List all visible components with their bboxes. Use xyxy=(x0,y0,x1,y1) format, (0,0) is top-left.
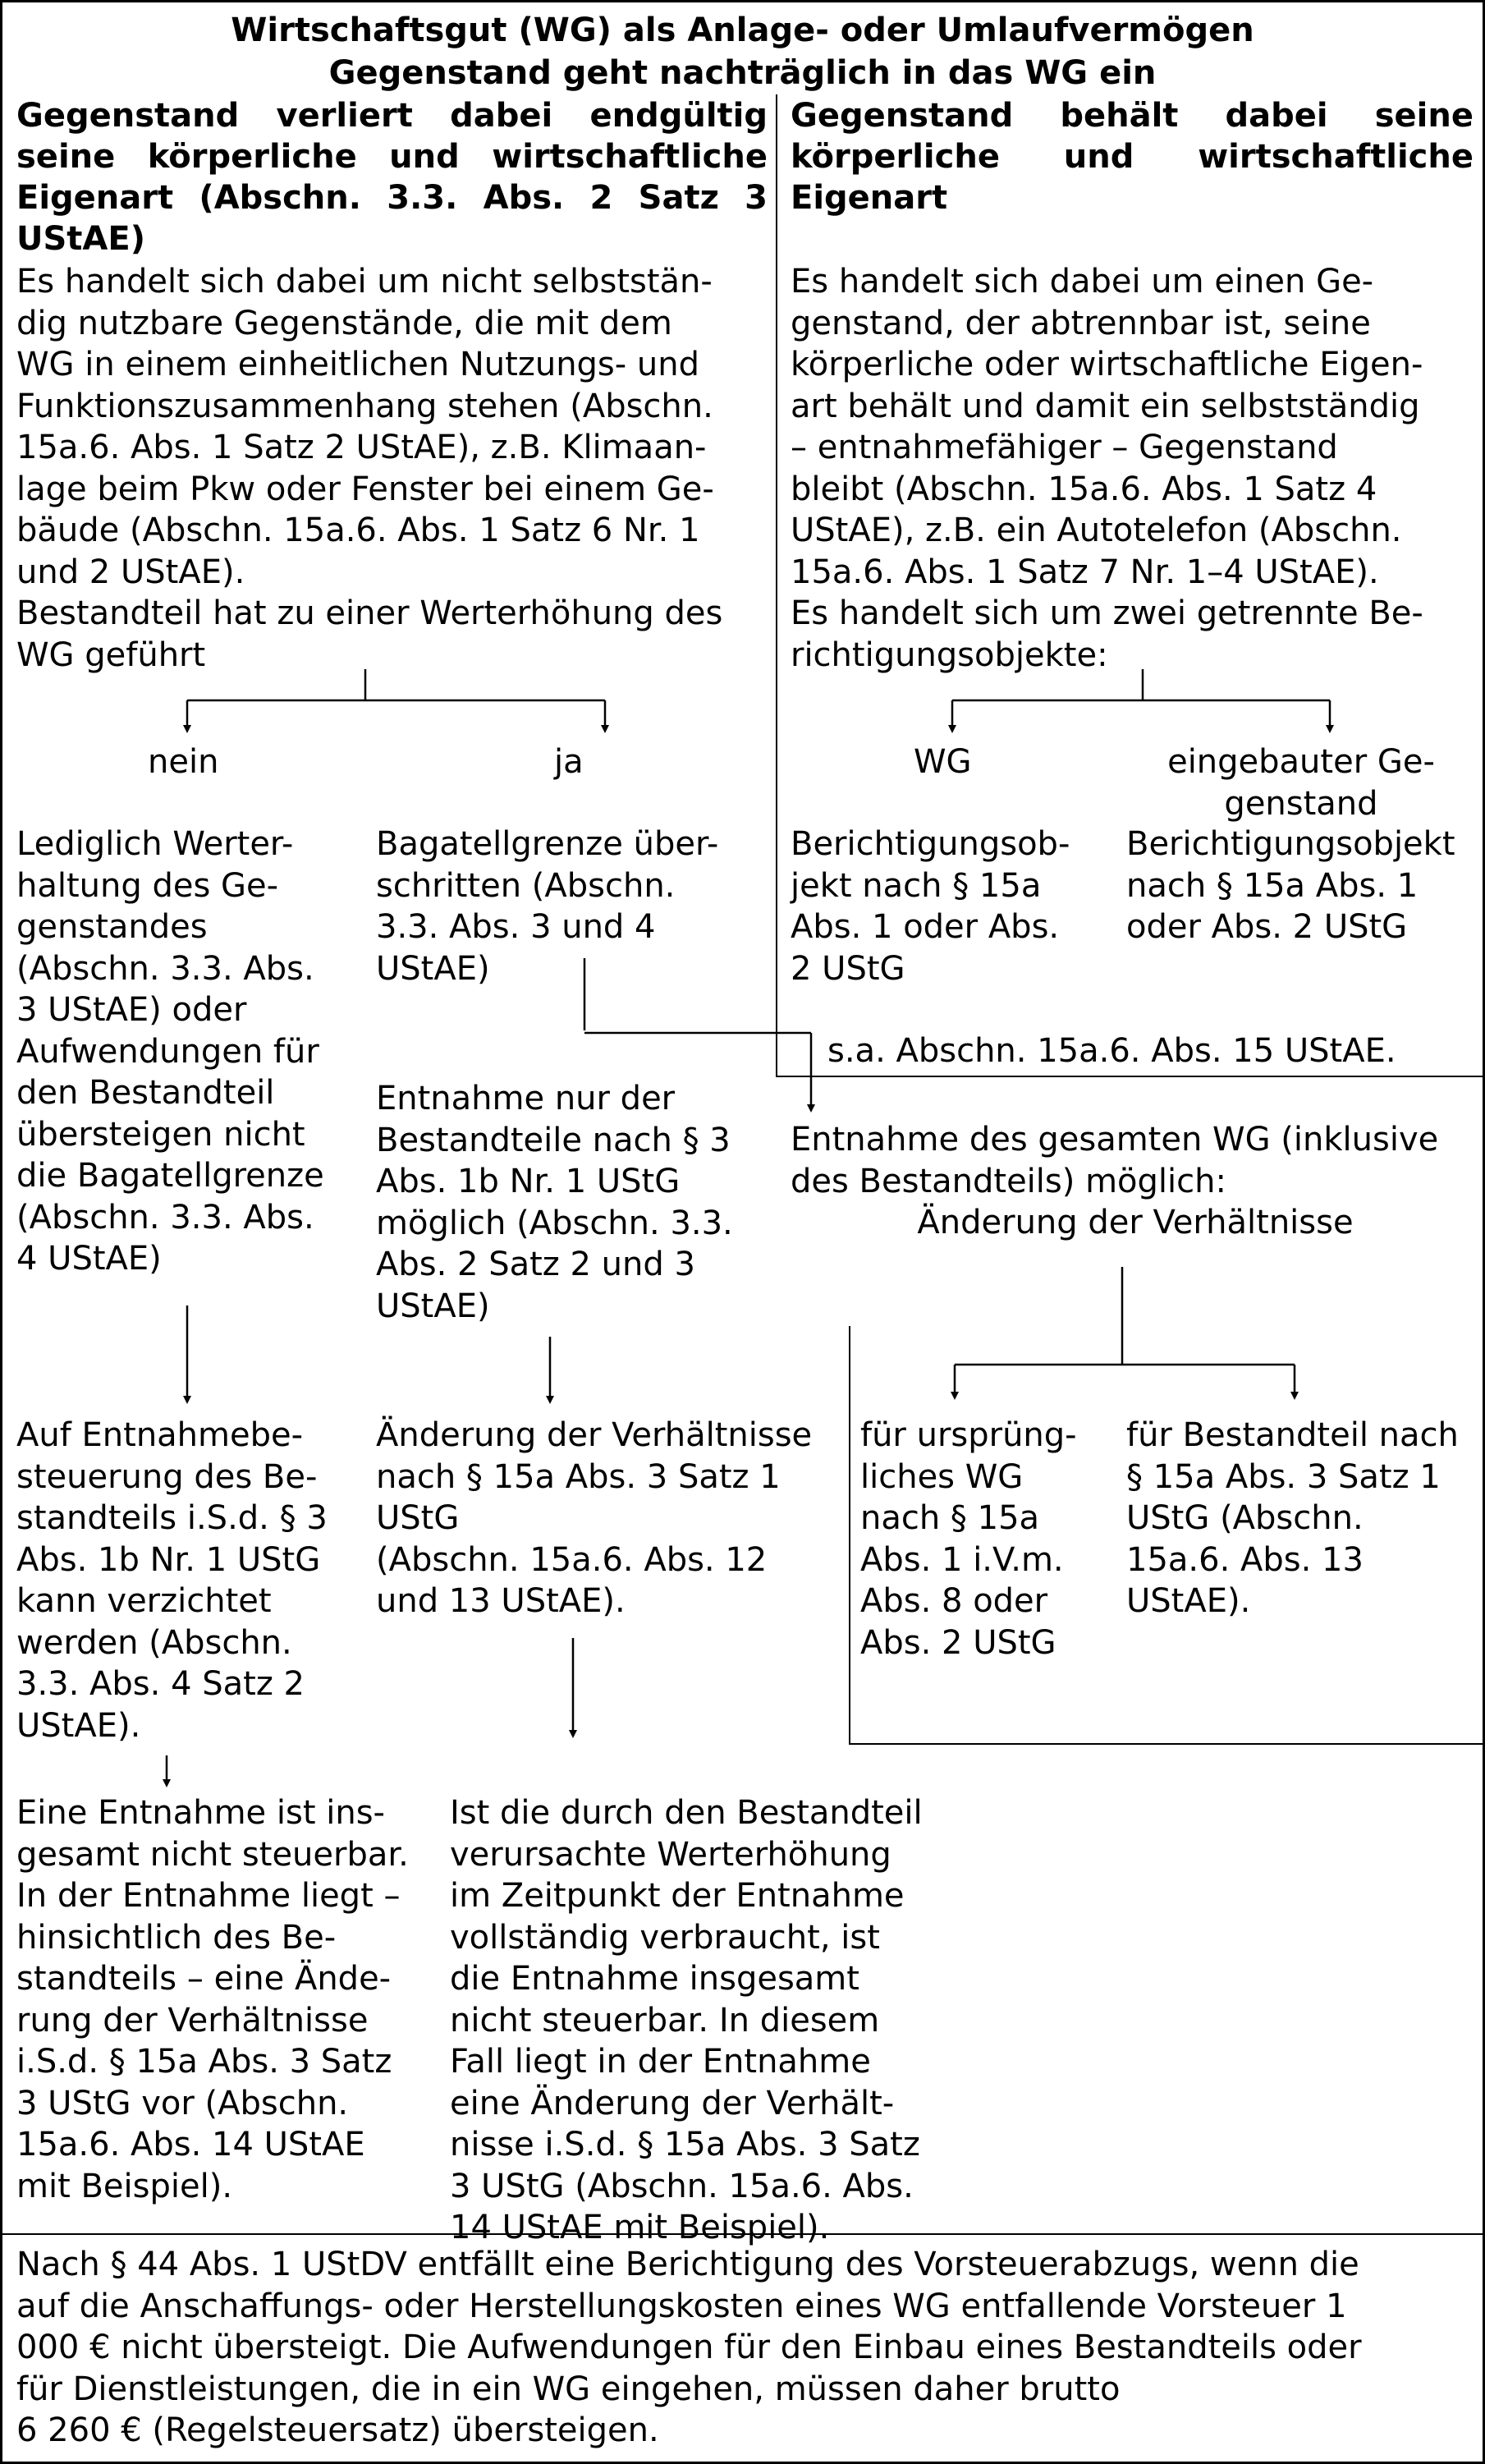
eingebaut-box-text: Berichtigungsobjekt nach § 15a Abs. 1 oder Abs. 2 UStG xyxy=(1126,825,1455,946)
aenderung-verhaeltnisse-text: Änderung der Verhältnisse nach § 15a Abs. 3 Satz 1 UStG (Abschn. 15a.6. Abs. 12 und 13 UStAE). xyxy=(376,1416,813,1620)
entnahme-bestandteile-text: Entnahme nur der Bestandteile nach § 3 Abs. 1b Nr. 1 UStG möglich (Abschn. 3.3. Abs. 2 Satz 2 und 3 UStAE) xyxy=(376,1080,733,1325)
gesamt-aenderung-label: Änderung der Verhältnisse xyxy=(917,1204,1354,1241)
werterhoehung-verbraucht-text: Ist die durch den Bestandteil verursachte Werterhöhung im Zeitpunkt der Entnahme vollständig verbraucht, ist die Entnahme insgesamt nicht steuerbar. In diesem Fall liegt in der Entnahme eine Änderung der Verhält- nisse i.S.d. § 15a Abs. 3 Satz 3 UStG (Abschn. 15a.6. Abs. 14 UStAE mit Beispiel). xyxy=(450,1794,923,2246)
right-heading-line2: körperliche und wirtschaftliche xyxy=(791,138,1474,176)
ja-box-text: Bagatellgrenze über- schritten (Abschn. 3.3. Abs. 3 und 4 UStAE) xyxy=(376,825,719,988)
left-heading-line1: Gegenstand verliert dabei endgültig xyxy=(16,97,768,135)
nicht-steuerbar-text: Eine Entnahme ist ins- gesamt nicht steuerbar. In der Entnahme liegt – hinsichtlich des Be- standteils – eine Ände- rung der Verhältnisse i.S.d. § 15a Abs. 3 Satz 3 UStG vor (Abschn. 15a.6. Abs. 14 UStAE mit Beispiel). xyxy=(16,1794,409,2205)
urspruengliches-wg-text: für ursprüng- liches WG nach § 15a Abs. 1 i.V.m. Abs. 8 oder Abs. 2 UStG xyxy=(860,1416,1077,1662)
gesamt-entnahme-text: Entnahme des gesamten WG (inklusive des Bestandteils) möglich: xyxy=(791,1121,1439,1200)
nein-box-text: Lediglich Werter- haltung des Ge- genstandes (Abschn. 3.3. Abs. 3 UStAE) oder Aufwendungen für den Bestandteil übersteigen nicht die Bagatellgrenze (Abschn. 3.3. Abs. 4 UStAE) xyxy=(16,825,324,1278)
right-heading-line3: Eigenart xyxy=(791,179,948,217)
left-heading-line4: UStAE) xyxy=(16,220,145,258)
bestandteil-text: für Bestandteil nach § 15a Abs. 3 Satz 1 UStG (Abschn. 15a.6. Abs. 13 UStAE). xyxy=(1126,1416,1459,1620)
left-heading-line3: Eigenart (Abschn. 3.3. Abs. 2 Satz 3 xyxy=(16,179,768,217)
branch-label-ja: ja xyxy=(554,743,584,781)
header-title: Wirtschaftsgut (WG) als Anlage- oder Umlaufvermögen xyxy=(231,11,1254,49)
branch-label-wg: WG xyxy=(914,743,972,781)
left-heading-line2: seine körperliche und wirtschaftliche xyxy=(16,138,768,176)
header-subtitle: Gegenstand geht nachträglich in das WG ein xyxy=(328,54,1157,92)
wg-box-text: Berichtigungsob- jekt nach § 15a Abs. 1 oder Abs. 2 UStG xyxy=(791,825,1070,988)
branch-label-eingebauter-gegenstand: eingebauter Ge- genstand xyxy=(1167,743,1435,823)
see-also-note: s.a. Abschn. 15a.6. Abs. 15 UStAE. xyxy=(827,1032,1396,1070)
footer-note: Nach § 44 Abs. 1 UStDV entfällt eine Berichtigung des Vorsteuerabzugs, wenn die auf die Anschaffungs- oder Herstellungskosten eines WG entfallende Vorsteuer 1 000 € nicht übersteigt. Die Aufwendungen für den Einbau eines Bestandteils oder für Dienstleistungen, die in ein WG eingehen, müssen daher brutto 6 260 € (Regelsteuersatz) übersteigen. xyxy=(16,2246,1362,2449)
branch-label-nein: nein xyxy=(148,743,219,781)
right-body: Es handelt sich dabei um einen Ge- genstand, der abtrennbar ist, seine körperliche oder wirtschaftliche Eigen- art behält und damit ein selbstständig – entnahmefähiger – Gegenstand bleibt (Abschn. 15a.6. Abs. 1 Satz 4 UStAE), z.B. ein Autotelefon (Abschn. 15a.6. Abs. 1 Satz 7 Nr. 1–4 UStAE). Es handelt sich um zwei getrennte Be- richtigungsobjekte: xyxy=(791,263,1423,674)
left-body: Es handelt sich dabei um nicht selbststän- dig nutzbare Gegenstände, die mit dem WG in einem einheitlichen Nutzungs- und Funktionszusammenhang stehen (Abschn. 15a.6. Abs. 1 Satz 2 UStAE), z.B. Klimaan- lage beim Pkw oder Fenster bei einem Ge- bäude (Abschn. 15a.6. Abs. 1 Satz 6 Nr. 1 und 2 UStAE). Bestandteil hat zu einer Werterhöhung des WG geführt xyxy=(16,263,723,674)
verzicht-text: Auf Entnahmebe- steuerung des Be- standteils i.S.d. § 3 Abs. 1b Nr. 1 UStG kann verzichtet werden (Abschn. 3.3. Abs. 4 Satz 2 UStAE). xyxy=(16,1416,328,1745)
right-heading-line1: Gegenstand behält dabei seine xyxy=(791,97,1474,135)
